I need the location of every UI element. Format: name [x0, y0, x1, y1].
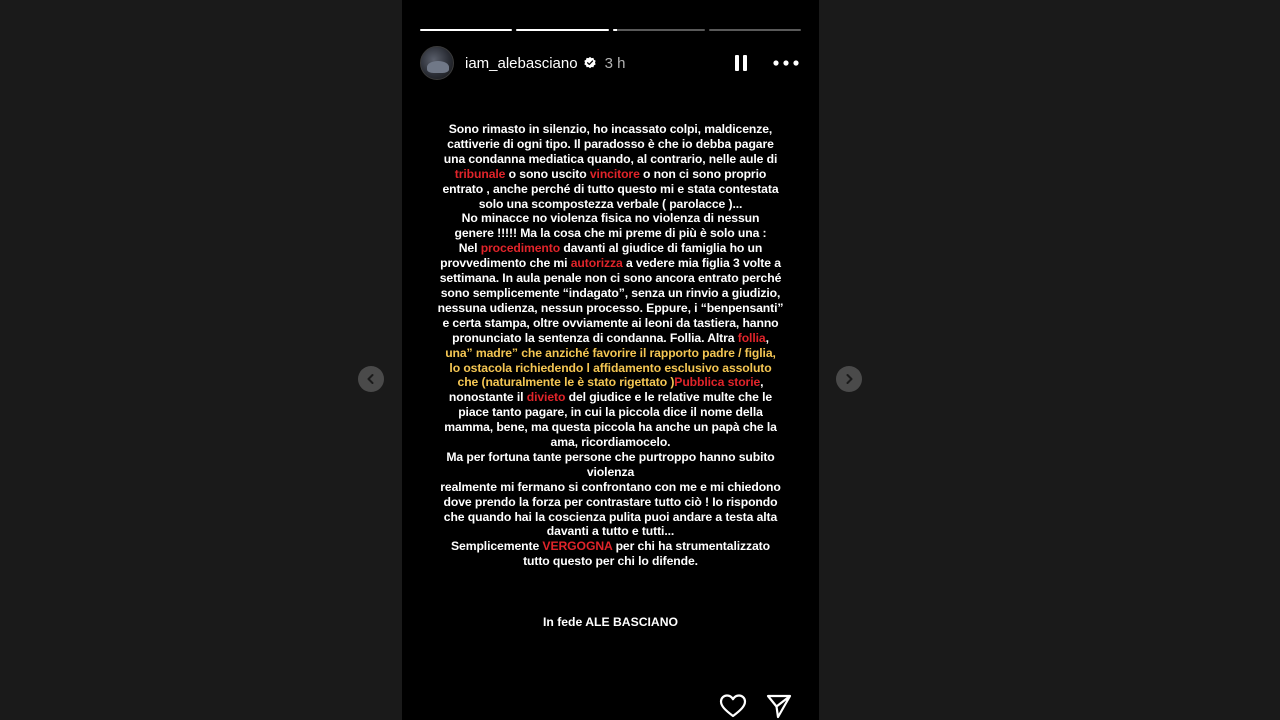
message-text: settimana. In aula penale non ci sono ancora entrato perché	[439, 271, 782, 286]
message-text: realmente mi fermano si confrontano con me e mi chiedono	[440, 479, 781, 494]
message-text: che quando hai la coscienza pulita puoi andare a testa alta	[443, 509, 778, 524]
message-text: una condanna mediatica quando, al contrario, nelle aule di	[443, 151, 778, 166]
message-line	[412, 122, 809, 137]
message-line	[412, 211, 809, 226]
pause-icon	[733, 54, 749, 72]
message-text: davanti al giudice di famiglia ho un	[560, 241, 763, 256]
message-text: tutto questo per chi lo difende.	[523, 554, 698, 569]
story-progress-bar	[420, 29, 801, 31]
send-icon[interactable]	[765, 692, 793, 720]
message-text: o non ci sono proprio	[639, 166, 767, 181]
signature: In fede ALE BASCIANO	[543, 615, 678, 629]
story-header	[420, 46, 801, 80]
username[interactable]: iam_alebasciano	[465, 54, 578, 72]
message-text: Ma per fortuna tante persone che purtroppo hanno subito	[446, 449, 775, 464]
message-text: e certa stampa, oltre ovviamente ai leoni da tastiera, hanno	[442, 315, 779, 330]
progress-segment	[420, 29, 512, 31]
message-line	[412, 346, 809, 361]
message-text: sono semplicemente “indagato”, senza un rinvio a giudizio,	[440, 285, 781, 300]
message-line	[412, 390, 809, 405]
message-text: No minacce no violenza fisica no violenza di nessun	[461, 211, 760, 226]
message-text: a vedere mia figlia 3 volte a	[622, 256, 781, 271]
message-text: piace tanto pagare, in cui la piccola dice il nome della	[458, 405, 763, 420]
message-line	[412, 510, 809, 525]
message-text: Sono rimasto in silenzio, ho incassato colpi, maldicenze,	[448, 122, 773, 136]
message-text: ,	[765, 330, 769, 345]
verified-badge-icon	[583, 56, 597, 70]
message-line	[412, 226, 809, 241]
message-text: Nel	[458, 241, 481, 256]
message-line	[412, 197, 809, 212]
highlighted-text: follia	[737, 330, 766, 345]
message-text: nessuna udienza, nessun processo. Eppure, i “benpensanti”	[437, 300, 784, 315]
message-line	[412, 450, 809, 465]
message-line	[412, 539, 809, 554]
message-text: entrato , anche perché di tutto questo mi e stata contestata	[442, 181, 779, 196]
progress-segment	[516, 29, 608, 31]
message-text: dove prendo la forza per contrastare tutto ciò ! Io rispondo	[443, 494, 778, 509]
message-text: o sono uscito	[505, 166, 590, 181]
message-line	[412, 167, 809, 182]
post-time: 3 h	[604, 54, 626, 72]
heart-icon[interactable]	[719, 692, 747, 720]
message-text: per chi ha strumentalizzato	[612, 539, 770, 554]
message-text: mamma, bene, ma questa piccola ha anche un papà che la	[444, 420, 777, 435]
message-text: Semplicemente	[451, 539, 543, 554]
message-line	[412, 361, 809, 376]
more-options-button[interactable]	[771, 51, 801, 75]
highlighted-text: lo ostacola richiedendo l affidamento esclusivo assoluto	[449, 360, 772, 375]
message-text: del giudice e le relative multe che le	[565, 390, 773, 405]
previous-story-button[interactable]	[358, 366, 384, 392]
story-actions	[719, 692, 793, 720]
chevron-left-icon	[365, 373, 377, 385]
message-text: nonostante il	[448, 390, 527, 405]
message-text: ,	[760, 375, 764, 390]
chevron-right-icon	[843, 373, 855, 385]
message-text: cattiverie di ogni tipo. Il paradosso è che io debba pagare	[447, 136, 774, 151]
message-line	[412, 271, 809, 286]
message-line	[412, 405, 809, 420]
message-line	[412, 301, 809, 316]
pause-button[interactable]	[729, 51, 753, 75]
highlighted-text: una” madre” che anziché favorire il rapporto padre / figlia,	[445, 345, 776, 360]
message-line	[412, 480, 809, 495]
story-card[interactable]	[402, 0, 819, 720]
message-line	[412, 554, 809, 569]
message-text: solo una scompostezza verbale ( parolacce )...	[478, 196, 743, 211]
progress-segment	[709, 29, 801, 31]
message-line	[412, 435, 809, 450]
progress-fill	[613, 29, 618, 31]
message-text: pronunciato la sentenza di condanna. Follia. Altra	[452, 330, 738, 345]
progress-fill	[516, 29, 608, 31]
message-line	[412, 331, 809, 346]
message-line	[412, 524, 809, 539]
next-story-button[interactable]	[836, 366, 862, 392]
progress-fill	[420, 29, 512, 31]
message-text: genere !!!!! Ma la cosa che mi preme di più è solo una :	[454, 226, 767, 241]
avatar[interactable]	[420, 46, 454, 80]
message-line	[412, 241, 809, 256]
message-line	[412, 137, 809, 152]
message-text: ama, ricordiamocelo.	[550, 435, 671, 450]
highlighted-text: autorizza	[570, 256, 623, 271]
message-text: davanti a tutto e tutti...	[546, 524, 675, 539]
highlighted-text: Pubblica storie	[674, 375, 761, 390]
highlighted-text: divieto	[526, 390, 566, 405]
message-line	[412, 316, 809, 331]
message-line	[412, 286, 809, 301]
message-line	[412, 152, 809, 167]
highlighted-text: procedimento	[480, 241, 561, 256]
message-line	[412, 256, 809, 271]
highlighted-text: vincitore	[589, 166, 640, 181]
message-line	[412, 420, 809, 435]
progress-segment	[613, 29, 705, 31]
message-text: violenza	[586, 464, 635, 479]
message-line	[412, 465, 809, 480]
more-options-icon	[773, 60, 799, 66]
message-text: provvedimento che mi	[440, 256, 571, 271]
highlighted-text: tribunale	[454, 166, 506, 181]
highlighted-text: che (naturalmente le è stato rigettato )	[457, 375, 675, 390]
message-line	[412, 495, 809, 510]
story-message	[412, 122, 809, 569]
message-line	[412, 182, 809, 197]
message-line	[412, 375, 809, 390]
highlighted-text: VERGOGNA	[542, 539, 613, 554]
